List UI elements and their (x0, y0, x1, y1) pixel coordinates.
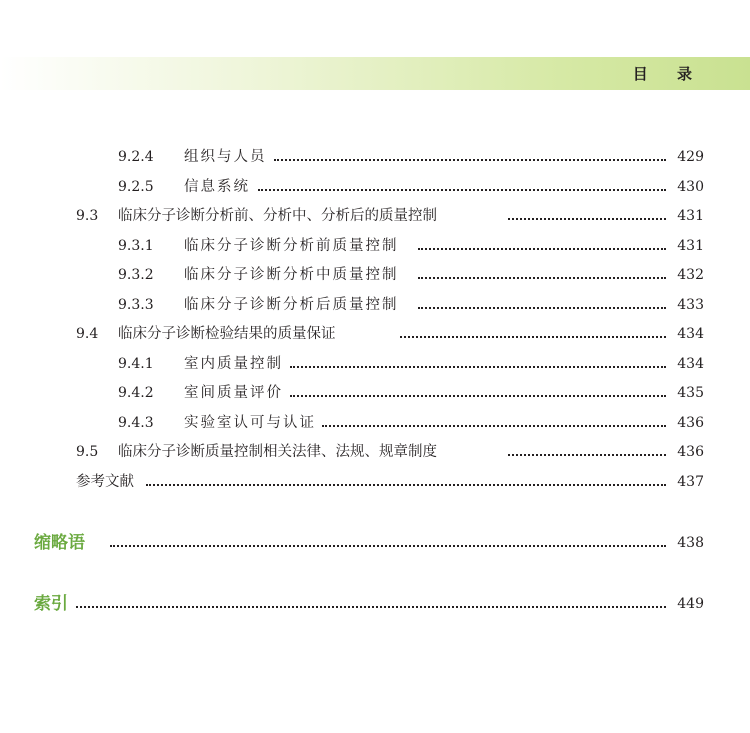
toc-entry-title: 临床分子诊断质量控制相关法律、法规、规章制度 (118, 444, 437, 460)
toc-entry-number: 9.3.3 (118, 297, 154, 313)
toc-leader-dots (418, 307, 666, 309)
toc-entry-title: 参考文献 (76, 474, 134, 490)
toc-entry[interactable] (0, 176, 750, 198)
toc-entry-title: 信息系统 (184, 179, 250, 195)
toc-entry-page: 449 (677, 596, 704, 612)
toc-entry-title: 室间质量评价 (184, 385, 283, 401)
toc-entry[interactable] (0, 412, 750, 434)
toc-leader-dots (418, 248, 666, 250)
toc-entry[interactable] (0, 264, 750, 286)
toc-leader-dots (274, 159, 666, 161)
toc-leader-dots (508, 218, 666, 220)
toc-entry-page: 431 (677, 238, 704, 254)
toc-major-entry[interactable] (0, 593, 750, 615)
toc-leader-dots (418, 277, 666, 279)
toc-entry-page: 436 (677, 444, 704, 460)
toc-leader-dots (400, 336, 666, 338)
toc-entry-page: 429 (677, 149, 704, 165)
toc-entry-title: 临床分子诊断检验结果的质量保证 (118, 326, 336, 342)
toc-leader-dots (146, 484, 666, 486)
toc-entry-number: 9.4.2 (118, 385, 154, 401)
toc-entry-title: 临床分子诊断分析后质量控制 (184, 297, 399, 313)
toc-entry[interactable] (0, 353, 750, 375)
toc-entry-page: 432 (677, 267, 704, 283)
toc-entry-page: 433 (677, 297, 704, 313)
toc-leader-dots (76, 606, 666, 608)
toc-entry[interactable] (0, 205, 750, 227)
toc-entry-title: 临床分子诊断分析前、分析中、分析后的质量控制 (118, 208, 437, 224)
toc-leader-dots (258, 189, 666, 191)
toc-entry[interactable] (0, 235, 750, 257)
toc-entry[interactable] (0, 471, 750, 493)
toc-major-entry[interactable] (0, 532, 750, 554)
toc-entry[interactable] (0, 441, 750, 463)
toc-leader-dots (508, 454, 666, 456)
toc-entry-number: 9.3.2 (118, 267, 154, 283)
toc-leader-dots (322, 425, 666, 427)
toc-entry-title: 缩略语 (34, 533, 85, 553)
toc-entry-number: 9.3.1 (118, 238, 154, 254)
toc-entry-number: 9.4.1 (118, 356, 154, 372)
toc-entry[interactable] (0, 294, 750, 316)
toc-entry-number: 9.5 (76, 444, 99, 460)
toc-entry-page: 434 (677, 356, 704, 372)
toc-entry[interactable] (0, 382, 750, 404)
toc-leader-dots (290, 395, 666, 397)
toc-entry-number: 9.3 (76, 208, 99, 224)
toc-entry-number: 9.2.4 (118, 149, 154, 165)
toc-entry-title: 临床分子诊断分析中质量控制 (184, 267, 399, 283)
toc-entry[interactable] (0, 146, 750, 168)
toc-entry-page: 431 (677, 208, 704, 224)
toc-entry-title: 临床分子诊断分析前质量控制 (184, 238, 399, 254)
toc-entry-page: 436 (677, 415, 704, 431)
toc-entry[interactable] (0, 323, 750, 345)
toc-entry-title: 室内质量控制 (184, 356, 283, 372)
toc-entry-number: 9.2.5 (118, 179, 154, 195)
page-header-title: 目 录 (632, 65, 704, 83)
toc-entry-page: 438 (677, 535, 704, 551)
toc-entry-title: 组织与人员 (184, 149, 267, 165)
toc-leader-dots (290, 366, 666, 368)
toc-leader-dots (110, 545, 666, 547)
toc-entry-title: 实验室认可与认证 (184, 415, 316, 431)
toc-entry-page: 434 (677, 326, 704, 342)
toc-entry-number: 9.4 (76, 326, 99, 342)
toc-entry-number: 9.4.3 (118, 415, 154, 431)
toc-entry-page: 430 (677, 179, 704, 195)
toc-entry-page: 435 (677, 385, 704, 401)
toc-entry-page: 437 (677, 474, 704, 490)
toc-entry-title: 索引 (34, 594, 68, 614)
